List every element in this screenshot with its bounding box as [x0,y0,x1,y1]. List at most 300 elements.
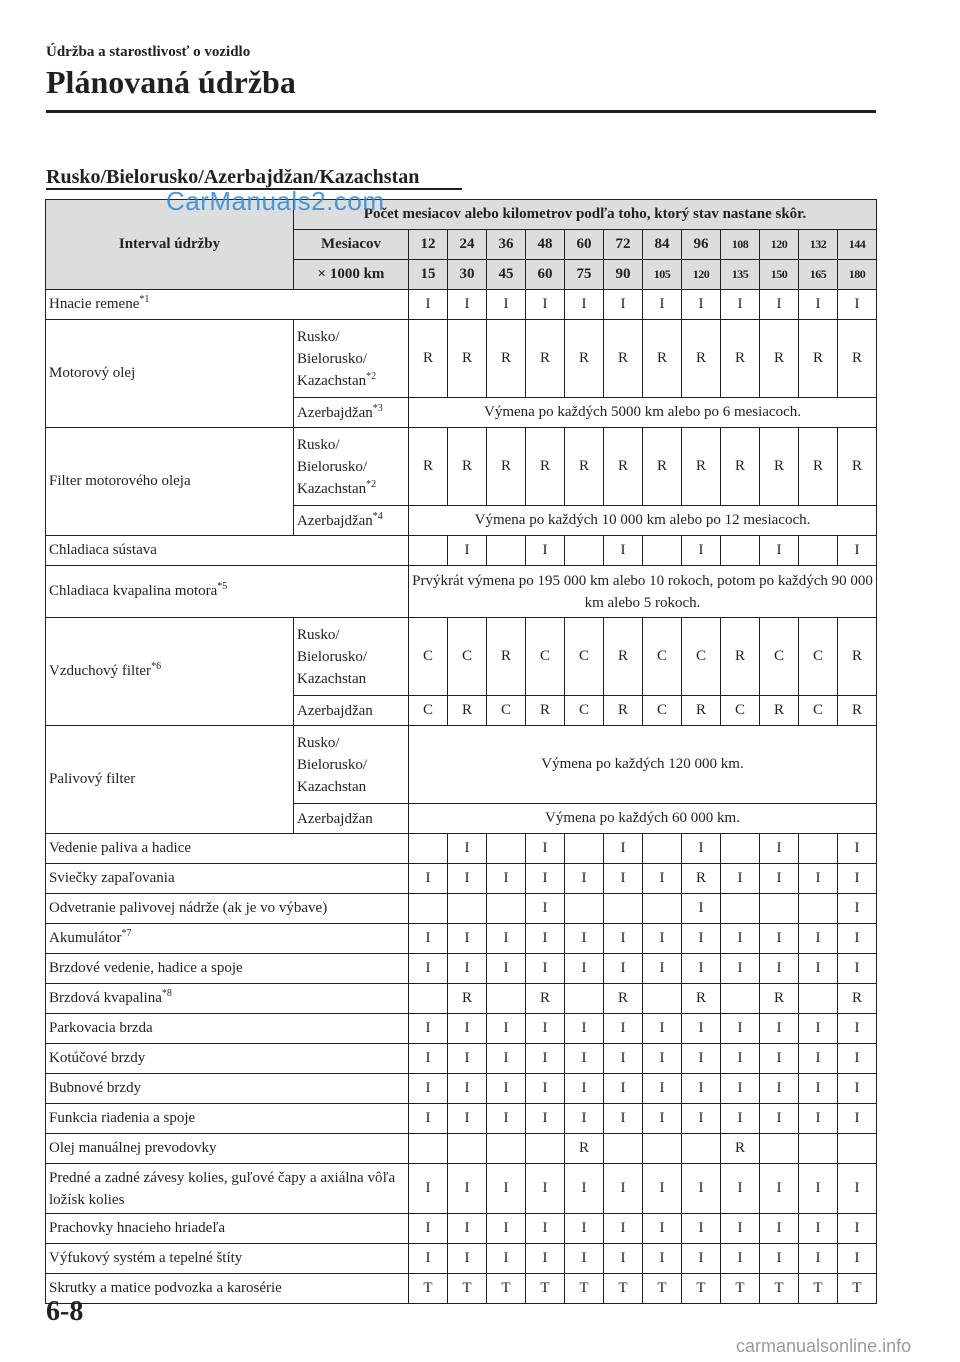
months-label: Mesiacov [294,230,409,260]
row-sublabel: Rusko/ Bielorusko/ Kazachstan [294,726,409,804]
interval-cell [643,894,682,924]
interval-cell: I [526,1014,565,1044]
row-label: Filter motorového oleja [46,428,294,536]
interval-cell: I [760,1014,799,1044]
interval-cell: R [487,428,526,506]
interval-cell [643,536,682,566]
interval-cell: R [721,320,760,398]
interval-cell: R [799,428,838,506]
interval-cell [760,894,799,924]
table-row [46,320,877,398]
km-cell: 120 [682,260,721,290]
interval-cell [643,984,682,1014]
row-label: Parkovacia brzda [46,1014,409,1044]
interval-cell: R [682,320,721,398]
interval-cell: R [682,984,721,1014]
interval-cell: I [409,924,448,954]
maintenance-schedule-table [45,199,877,1304]
interval-cell: C [526,618,565,696]
interval-cell: R [799,320,838,398]
interval-cell: I [526,290,565,320]
interval-cell: I [721,1244,760,1274]
interval-cell [799,536,838,566]
row-label: Sviečky zapaľovania [46,864,409,894]
interval-cell [409,1134,448,1164]
interval-cell: I [682,1104,721,1134]
table-row [46,726,877,804]
km-cell: 135 [721,260,760,290]
interval-cell: I [604,536,643,566]
interval-cell: I [643,1014,682,1044]
interval-cell [565,536,604,566]
interval-cell: R [565,320,604,398]
watermark-link[interactable]: CarManuals2.com [166,186,385,216]
interval-cell: I [409,1074,448,1104]
interval-cell: I [760,1214,799,1244]
interval-cell [721,894,760,924]
row-sublabel: Azerbajdžan$^{*4}$ [294,506,409,536]
row-label: Vzduchový filter$^{*6}$ [46,618,294,726]
interval-cell: I [604,954,643,984]
km-cell: 30 [448,260,487,290]
interval-cell [565,894,604,924]
interval-cell: I [838,864,877,894]
interval-cell: I [721,290,760,320]
interval-cell: C [565,618,604,696]
interval-cell: C [643,696,682,726]
interval-cell [448,1134,487,1164]
interval-cell: I [838,290,877,320]
interval-cell: I [487,290,526,320]
interval-cell: I [721,954,760,984]
interval-cell: I [565,924,604,954]
interval-cell: I [682,834,721,864]
interval-cell: I [838,1044,877,1074]
interval-cell: R [760,428,799,506]
title-divider [46,110,876,113]
interval-cell: I [526,1104,565,1134]
interval-cell: T [526,1274,565,1304]
interval-cell: I [448,1074,487,1104]
interval-cell: I [721,864,760,894]
interval-cell: R [643,320,682,398]
interval-cell: C [409,618,448,696]
interval-cell: I [526,1244,565,1274]
row-label: Brzdová kvapalina$^{*8}$ [46,984,409,1014]
interval-cell: T [721,1274,760,1304]
km-cell: 60 [526,260,565,290]
interval-cell: R [604,696,643,726]
table-row [46,1164,877,1214]
interval-cell: I [721,1214,760,1244]
interval-cell: R [487,618,526,696]
interval-cell: I [760,290,799,320]
interval-cell: R [604,428,643,506]
row-label: Predné a zadné závesy kolies, guľové čapy a axiálna vôľa ložísk kolies [46,1164,409,1214]
interval-cell: I [565,864,604,894]
months-cell: 132 [799,230,838,260]
interval-cell: T [409,1274,448,1304]
row-label: Palivový filter [46,726,294,834]
interval-cell: R [682,696,721,726]
row-label: Bubnové brzdy [46,1074,409,1104]
interval-cell: T [487,1274,526,1304]
interval-cell: I [448,864,487,894]
interval-cell: I [526,1044,565,1074]
interval-cell: I [526,1214,565,1244]
interval-cell: I [838,1104,877,1134]
interval-cell: C [565,696,604,726]
interval-cell: I [838,1014,877,1044]
interval-cell: I [448,1214,487,1244]
interval-cell [409,984,448,1014]
months-cell: 48 [526,230,565,260]
interval-cell: I [760,1104,799,1134]
interval-cell: I [526,864,565,894]
row-text: Výmena po každých 10 000 km alebo po 12 mesiacoch. [409,506,877,536]
interval-cell: I [643,1104,682,1134]
interval-cell: I [448,1044,487,1074]
interval-cell: I [682,1074,721,1104]
table-row [46,536,877,566]
interval-cell: I [409,1164,448,1214]
interval-cell: C [721,696,760,726]
interval-cell: R [838,984,877,1014]
interval-cell: I [799,1104,838,1134]
interval-cell: I [604,1214,643,1244]
table-row [46,864,877,894]
interval-cell: I [409,954,448,984]
table-row [46,290,877,320]
interval-cell: I [838,954,877,984]
interval-cell: I [721,1044,760,1074]
interval-cell: I [682,536,721,566]
interval-cell: I [760,1164,799,1214]
km-cell: 165 [799,260,838,290]
interval-cell: C [799,618,838,696]
interval-cell: I [409,290,448,320]
row-label: Vedenie paliva a hadice [46,834,409,864]
row-sublabel: Rusko/ Bielorusko/ Kazachstan$^{*2}$ [294,320,409,398]
interval-cell: I [604,290,643,320]
interval-cell: R [409,428,448,506]
interval-cell: I [448,536,487,566]
interval-cell [643,1134,682,1164]
row-sublabel: Rusko/ Bielorusko/ Kazachstan$^{*2}$ [294,428,409,506]
interval-cell: I [643,1244,682,1274]
interval-cell: I [526,834,565,864]
interval-cell: I [643,1164,682,1214]
interval-cell: R [604,618,643,696]
row-label: Chladiaca sústava [46,536,409,566]
interval-cell: I [565,1214,604,1244]
row-text: Prvýkrát výmena po 195 000 km alebo 10 rokoch, potom po každých 90 000 km alebo 5 rokoch. [409,566,877,618]
interval-cell: I [409,1044,448,1074]
interval-cell: I [682,1244,721,1274]
interval-cell: R [487,320,526,398]
interval-cell: I [799,1244,838,1274]
interval-cell: I [643,864,682,894]
table-row [46,566,877,618]
interval-cell: I [682,924,721,954]
interval-cell: R [721,618,760,696]
interval-cell: R [526,984,565,1014]
interval-cell: I [409,1014,448,1044]
interval-cell: I [565,1244,604,1274]
interval-cell: I [721,1014,760,1044]
header-interval-cell: Interval údržby [46,200,294,290]
interval-cell [409,834,448,864]
interval-cell [799,1134,838,1164]
interval-cell: T [799,1274,838,1304]
breadcrumb: Údržba a starostlivosť o vozidlo [46,44,251,60]
interval-cell: R [448,320,487,398]
interval-cell: I [487,864,526,894]
interval-cell: I [409,864,448,894]
interval-cell: T [682,1274,721,1304]
interval-cell [487,1134,526,1164]
interval-cell: T [604,1274,643,1304]
interval-cell: I [643,924,682,954]
table-row [46,954,877,984]
interval-cell: I [799,290,838,320]
km-cell: 150 [760,260,799,290]
interval-cell: C [487,696,526,726]
interval-cell: C [409,696,448,726]
interval-cell: R [682,864,721,894]
interval-cell: I [448,290,487,320]
row-sublabel: Azerbajdžan [294,696,409,726]
table-row [46,618,877,696]
row-label: Hnacie remene$^{*1}$ [46,290,409,320]
interval-cell: I [799,1044,838,1074]
interval-cell [487,984,526,1014]
interval-cell: C [760,618,799,696]
interval-cell: I [721,924,760,954]
interval-cell: R [526,320,565,398]
interval-cell: I [604,834,643,864]
interval-cell: I [643,1074,682,1104]
row-label: Motorový olej [46,320,294,428]
interval-cell: I [838,894,877,924]
row-label: Chladiaca kvapalina motora$^{*5}$ [46,566,409,618]
interval-cell: R [448,696,487,726]
months-cell: 84 [643,230,682,260]
months-cell: 36 [487,230,526,260]
months-cell: 144 [838,230,877,260]
interval-cell: I [643,1044,682,1074]
interval-cell [487,536,526,566]
interval-cell: I [760,924,799,954]
interval-cell: I [448,1164,487,1214]
interval-cell: I [682,290,721,320]
km-cell: 15 [409,260,448,290]
interval-cell [721,536,760,566]
interval-cell: I [760,834,799,864]
interval-cell: I [721,1164,760,1214]
interval-cell: I [487,1164,526,1214]
interval-cell: I [448,924,487,954]
interval-cell: I [721,1104,760,1134]
interval-cell [799,894,838,924]
interval-cell: I [838,1214,877,1244]
table-row [46,1074,877,1104]
interval-cell: I [760,1074,799,1104]
interval-cell: R [760,696,799,726]
interval-cell [487,834,526,864]
header-span-cell: Počet mesiacov alebo kilometrov podľa toho, ktorý stav nastane skôr. [294,200,877,230]
interval-cell: T [838,1274,877,1304]
interval-cell: I [526,924,565,954]
interval-cell [760,1134,799,1164]
interval-cell: C [799,696,838,726]
table-row [46,1014,877,1044]
interval-cell [799,984,838,1014]
row-sublabel: Rusko/ Bielorusko/ Kazachstan [294,618,409,696]
row-sublabel: Azerbajdžan$^{*3}$ [294,398,409,428]
interval-cell: I [487,1104,526,1134]
interval-cell: I [682,894,721,924]
interval-cell [565,834,604,864]
interval-cell: I [409,1214,448,1244]
row-label: Odvetranie palivovej nádrže (ak je vo výbave) [46,894,409,924]
km-cell: 105 [643,260,682,290]
interval-cell [448,894,487,924]
interval-cell: T [643,1274,682,1304]
interval-cell: I [643,1214,682,1244]
row-label: Výfukový systém a tepelné štíty [46,1244,409,1274]
interval-cell: I [643,290,682,320]
interval-cell: I [682,1164,721,1214]
interval-cell: I [799,864,838,894]
interval-cell: R [526,696,565,726]
interval-cell [799,834,838,864]
table-row [46,984,877,1014]
interval-cell: I [487,1214,526,1244]
interval-cell: I [565,1074,604,1104]
interval-cell: I [487,1044,526,1074]
interval-cell: R [838,320,877,398]
interval-cell: I [838,1074,877,1104]
interval-cell: I [487,954,526,984]
interval-cell: I [604,1244,643,1274]
table-row [46,1274,877,1304]
interval-cell [838,1134,877,1164]
interval-cell: R [448,428,487,506]
interval-cell: I [682,1044,721,1074]
interval-cell: I [565,1044,604,1074]
interval-cell: I [526,894,565,924]
interval-cell: I [448,954,487,984]
interval-cell: I [721,1074,760,1104]
interval-cell: R [565,428,604,506]
interval-cell: R [448,984,487,1014]
interval-cell: R [643,428,682,506]
row-label: Akumulátor$^{*7}$ [46,924,409,954]
interval-cell: I [565,290,604,320]
interval-cell: R [760,320,799,398]
row-label: Kotúčové brzdy [46,1044,409,1074]
months-cell: 108 [721,230,760,260]
interval-cell: I [760,864,799,894]
interval-cell: I [409,1104,448,1134]
interval-cell: I [838,924,877,954]
interval-cell: I [760,1044,799,1074]
row-label: Brzdové vedenie, hadice a spoje [46,954,409,984]
km-label: × 1000 km [294,260,409,290]
interval-cell: R [565,1134,604,1164]
interval-cell: I [760,954,799,984]
interval-cell: I [799,924,838,954]
interval-cell: I [565,1014,604,1044]
interval-cell: C [448,618,487,696]
table-row [46,428,877,506]
interval-cell: I [604,1074,643,1104]
interval-cell: I [487,924,526,954]
interval-cell [487,894,526,924]
months-cell: 72 [604,230,643,260]
interval-cell: R [604,320,643,398]
interval-cell: I [526,1164,565,1214]
interval-cell: I [799,1164,838,1214]
row-sublabel: Azerbajdžan [294,804,409,834]
interval-cell: I [565,1164,604,1214]
interval-cell [721,834,760,864]
interval-cell: R [838,696,877,726]
interval-cell: R [604,984,643,1014]
interval-cell: I [799,1014,838,1044]
km-cell: 180 [838,260,877,290]
interval-cell [409,894,448,924]
interval-cell: I [487,1244,526,1274]
interval-cell [409,536,448,566]
interval-cell: C [643,618,682,696]
interval-cell [604,1134,643,1164]
interval-cell: I [682,954,721,984]
interval-cell: I [799,1214,838,1244]
interval-cell: I [682,1014,721,1044]
interval-cell: R [760,984,799,1014]
interval-cell: I [760,536,799,566]
interval-cell: I [838,834,877,864]
interval-cell: T [760,1274,799,1304]
interval-cell: C [682,618,721,696]
row-label: Prachovky hnacieho hriadeľa [46,1214,409,1244]
row-label: Olej manuálnej prevodovky [46,1134,409,1164]
interval-cell: I [448,1014,487,1044]
footer-site-link[interactable]: carmanualsonline.info [736,1336,912,1356]
interval-cell: I [448,1104,487,1134]
months-cell: 96 [682,230,721,260]
interval-cell: R [409,320,448,398]
interval-cell: I [643,954,682,984]
interval-cell: I [604,924,643,954]
interval-cell: I [604,1104,643,1134]
table-row [46,924,877,954]
interval-cell: I [565,1104,604,1134]
table-row [46,1214,877,1244]
interval-cell: I [760,1244,799,1274]
interval-cell: I [487,1074,526,1104]
interval-cell: I [565,954,604,984]
interval-cell: I [604,864,643,894]
interval-cell: I [448,1244,487,1274]
interval-cell: I [838,1164,877,1214]
interval-cell: R [721,1134,760,1164]
interval-cell [604,894,643,924]
interval-cell: T [448,1274,487,1304]
months-cell: 60 [565,230,604,260]
